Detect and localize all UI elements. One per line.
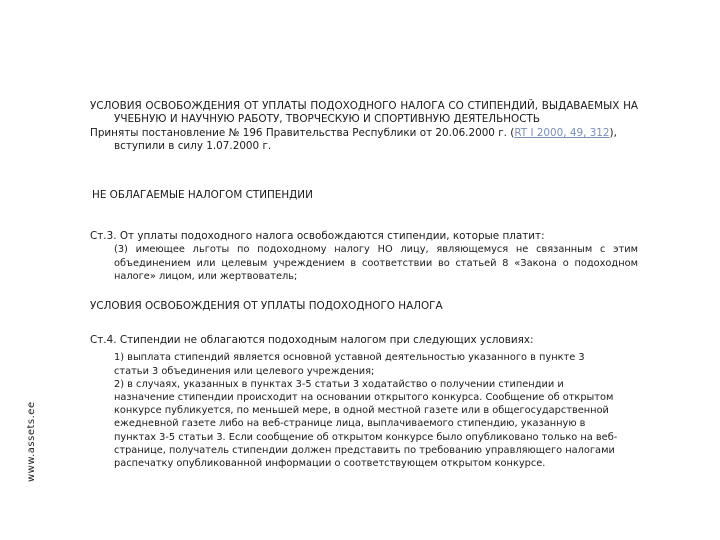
article-4-item-2: 2) в случаях, указанных в пунктах 3-5 статьи 3 ходатайство о получении стипендии и назначение стипендии происходит на основании открытого конкурса. Сообщение об открытом конкурсе публикуется, по меньшей мере, в одной местной газете или в общегосударственной ежедневной газете либо на веб-странице лица, выплачиваемого стипендию, указанную в пунктах 3-5 статьи 3. Если сообщение об открытом конкурсе было опубликовано только на веб-странице, получатель стипендии должен представить по требованию управляющего налогами распечатку опубликованной информации о соответствующем открытом конкурсе.	[114, 378, 618, 470]
document-title: УСЛОВИЯ ОСВОБОЖДЕНИЯ ОТ УПЛАТЫ ПОДОХОДНОГО НАЛОГА СО СТИПЕНДИЙ, ВЫДАВАЕМЫХ НА УЧЕБНУЮ И НАУЧНУЮ РАБОТУ, ТВОРЧЕСКУЮ И СПОРТИВНУЮ ДЕЯТЕЛЬНОСТЬ	[90, 100, 638, 126]
document-header	[90, 100, 638, 154]
article-4-items	[90, 347, 618, 470]
article-4-item-1: 1) выплата стипендий является основной уставной деятельностью указанного в пункте 3 статьи 3 объединения или целевого учреждения;	[114, 352, 585, 377]
article-3-text: Ст.3. От уплаты подоходного налога освобождаются стипендии, которые платит:	[90, 230, 545, 242]
decree-prefix: Приняты постановление № 196 Правительства Республики от 20.06.2000 г. (	[90, 126, 515, 139]
decree-link[interactable]: RT I 2000, 49, 312	[514, 126, 610, 139]
section-exempt-title	[90, 189, 638, 202]
section-title: УСЛОВИЯ ОСВОБОЖДЕНИЯ ОТ УПЛАТЫ ПОДОХОДНОГО НАЛОГА	[90, 300, 443, 312]
section-article-4	[90, 334, 638, 470]
decree-line	[90, 127, 638, 154]
section-conditions-title	[90, 300, 638, 313]
article-4-text: Ст.4. Стипендии не облагаются подоходным налогом при следующих условиях:	[90, 334, 534, 346]
section-article-3	[90, 230, 638, 283]
decree-suffix: ), вступили в силу 1.07.2000 г.	[114, 126, 617, 153]
article-3-item: (3) имеющее льготы по подоходному налогу НО лицу, являющемуся не связанным с этим объединением или целевым учреждением в соответствии во статьей 8 «Закона о подоходном налоге» лицом, или жертвователь;	[114, 244, 638, 282]
website-watermark: www.assets.ee	[26, 401, 37, 482]
section-title: НЕ ОБЛАГАЕМЫЕ НАЛОГОМ СТИПЕНДИИ	[92, 189, 313, 201]
